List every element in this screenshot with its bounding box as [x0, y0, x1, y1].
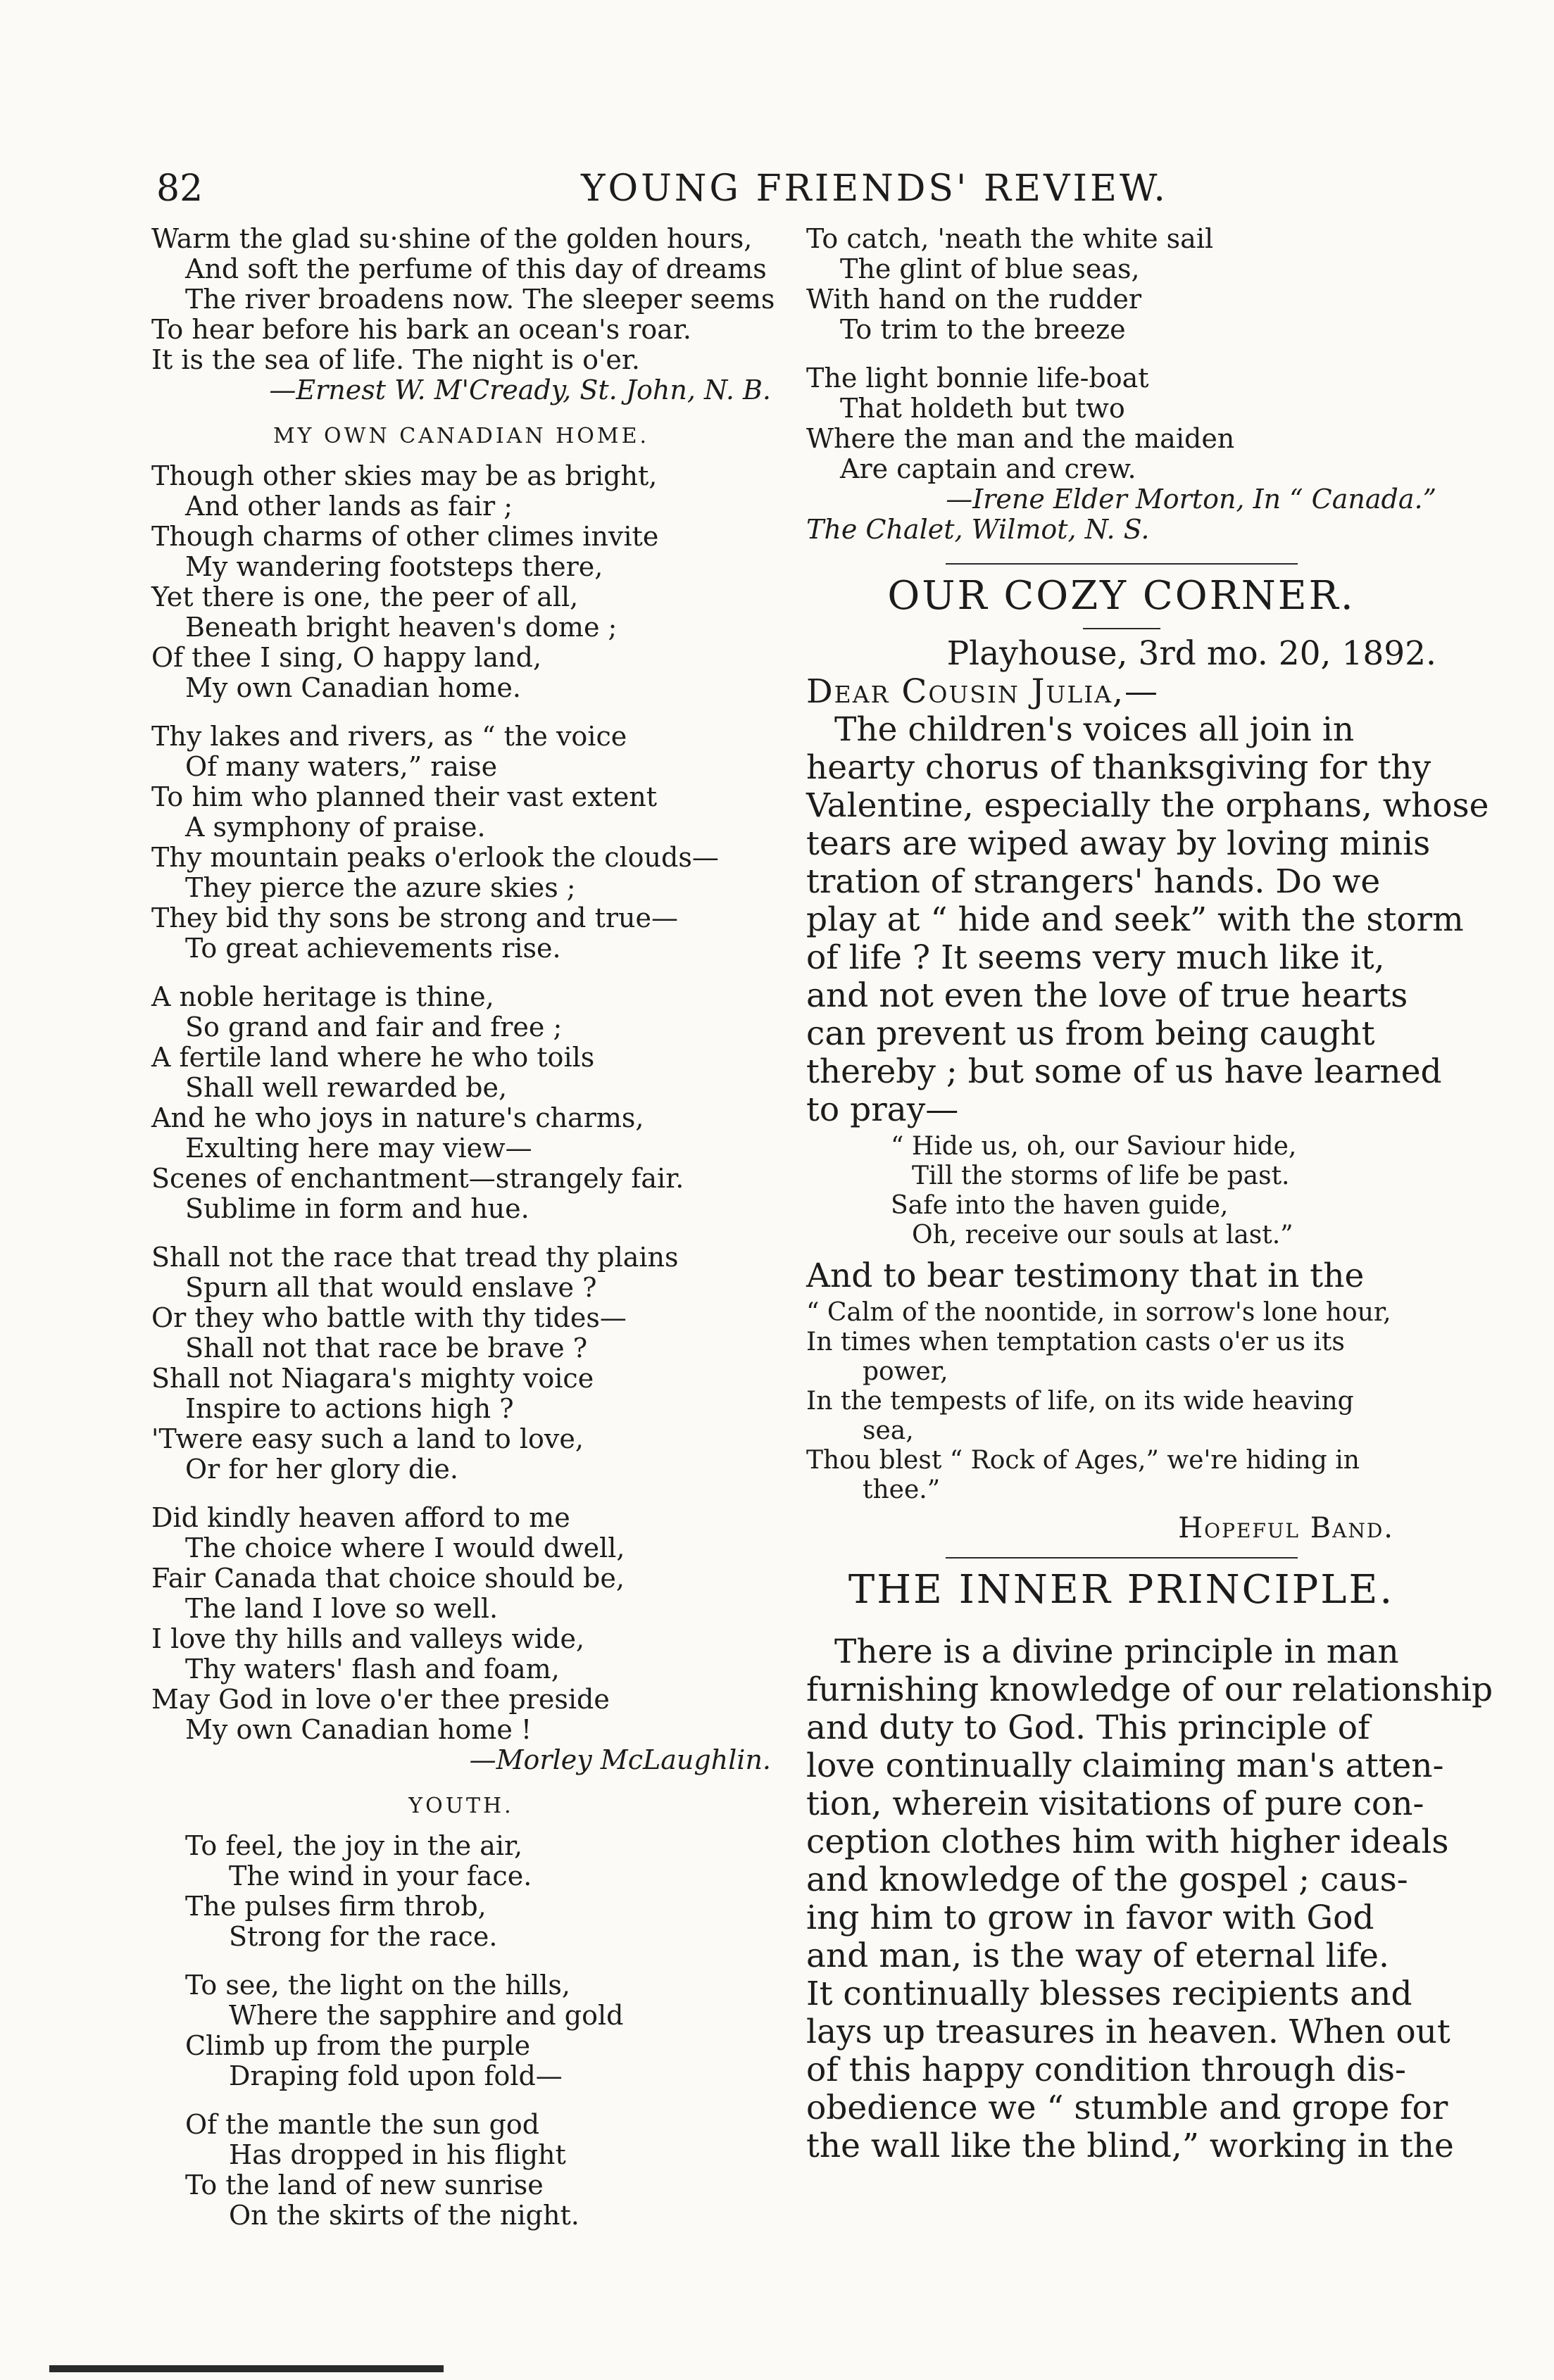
quote-line: power, [863, 1357, 948, 1386]
verse-line: To hear before his bark an ocean's roar. [151, 314, 691, 345]
verse-line: Yet there is one, the peer of all, [151, 581, 579, 612]
paragraph-line: obedience we “ stumble and grope for [806, 2089, 1448, 2127]
verse-line: Shall not that race be brave ? [185, 1333, 588, 1364]
verse-line: So grand and fair and free ; [185, 1012, 563, 1043]
quote-line: Oh, receive our souls at last.” [912, 1221, 1293, 1249]
verse-line: Where the sapphire and gold [229, 2000, 624, 2031]
poem-title: MY OWN CANADIAN HOME. [272, 424, 650, 448]
verse-line: To him who planned their vast extent [151, 781, 658, 812]
verse-line: They bid thy sons be strong and true— [151, 902, 678, 933]
scan-edge-mark [49, 2365, 444, 2372]
quote-line: In times when temptation casts o'er us its [806, 1328, 1345, 1356]
section-divider [946, 1557, 1298, 1559]
poem-stanza [806, 363, 1436, 545]
paragraph-line: and knowledge of the gospel ; caus- [806, 1860, 1408, 1899]
verse-line: The river broadens now. The sleeper seems [185, 284, 775, 315]
poem-stanza [151, 461, 771, 703]
verse-line: Shall not the race that tread thy plains [151, 1242, 679, 1273]
paragraph-line: hearty chorus of thanksgiving for thy [806, 748, 1431, 787]
verse-line: Thy lakes and rivers, as “ the voice [151, 721, 627, 752]
verse-line: To great achievements rise. [185, 933, 561, 964]
paragraph-line: and not even the love of true hearts [806, 976, 1408, 1015]
paragraph-line: to pray— [806, 1090, 959, 1129]
poem-stanza [151, 2110, 771, 2231]
poem-stanza [151, 1831, 771, 1952]
paragraph-line: play at “ hide and seek” with the storm [806, 900, 1464, 939]
verse-line: My own Canadian home ! [185, 1714, 532, 1745]
poem-stanza [151, 1970, 771, 2091]
verse-line: Though other skies may be as bright, [151, 460, 658, 491]
verse-line: The pulses firm throb, [185, 1891, 487, 1922]
paragraph-line: lays up treasures in heaven. When out [806, 2013, 1450, 2051]
paragraph-line: tion, wherein visitations of pure con- [806, 1784, 1424, 1823]
paragraph-line: Valentine, especially the orphans, whose [806, 786, 1489, 825]
verse-line: Warm the glad su·shine of the golden hours, [151, 223, 753, 254]
verse-line: Sublime in form and hue. [185, 1193, 530, 1224]
paragraph-line: thereby ; but some of us have learned [806, 1052, 1442, 1091]
quote-line: “ Calm of the noontide, in sorrow's lone hour, [806, 1298, 1391, 1327]
quote-line: thee.” [863, 1475, 941, 1504]
verse-line: That holdeth but two [840, 393, 1125, 424]
poem-stanza [806, 224, 1436, 345]
quote-line: In the tempests of life, on its wide heaving [806, 1387, 1354, 1416]
verse-line: Exulting here may view— [185, 1133, 532, 1164]
poem-stanza [151, 722, 771, 964]
verse-line: The wind in your face. [229, 1860, 532, 1891]
poem-title: YOUTH. [408, 1794, 514, 1818]
verse-line: To feel, the joy in the air, [185, 1830, 523, 1861]
paragraph-line: of this happy condition through dis- [806, 2051, 1406, 2089]
verse-line: A noble heritage is thine, [151, 981, 494, 1012]
verse-line: Beneath bright heaven's dome ; [185, 612, 618, 643]
letter-signature: Hopeful Band. [1178, 1512, 1394, 1544]
paragraph-line: ception clothes him with higher ideals [806, 1822, 1449, 1861]
verse-line: Or they who battle with thy tides— [151, 1302, 627, 1333]
page-number: 82 [156, 168, 203, 210]
page-header [156, 168, 1452, 217]
section-heading: OUR COZY CORNER. [887, 573, 1355, 619]
poem-signature: —Morley McLaughlin. [469, 1744, 771, 1775]
verse-line: Shall well rewarded be, [185, 1072, 508, 1103]
paragraph-line: It continually blesses recipients and [806, 1975, 1412, 2013]
poem-stanza [151, 1503, 771, 1775]
verse-line: They pierce the azure skies ; [185, 872, 576, 903]
verse-line: Of the mantle the sun god [185, 2109, 540, 2140]
section-divider [1083, 628, 1160, 629]
quote-line: Till the storms of life be past. [912, 1161, 1290, 1190]
verse-line: Has dropped in his flight [229, 2139, 566, 2170]
verse-line: Strong for the race. [229, 1921, 498, 1952]
verse-line: Or for her glory die. [185, 1454, 458, 1485]
verse-line: Inspire to actions high ? [185, 1393, 514, 1424]
salutation: Dear Cousin Julia,— [806, 672, 1160, 711]
verse-line: Of thee I sing, O happy land, [151, 642, 542, 673]
verse-line: To trim to the breeze [840, 314, 1126, 345]
left-column [151, 223, 775, 2249]
poem-signature: —Irene Elder Morton, In “ Canada.” [946, 484, 1436, 515]
paragraph-line: furnishing knowledge of our relationship [806, 1670, 1493, 1709]
verse-line: Where the man and the maiden [806, 423, 1235, 454]
verse-line: The light bonnie life-boat [806, 363, 1149, 393]
quote-line: sea, [863, 1416, 914, 1445]
poem-signature: —Ernest W. M'Cready, St. John, N. B. [269, 374, 771, 405]
verse-line: Are captain and crew. [840, 453, 1136, 484]
verse-line: Draping fold upon fold— [229, 2060, 563, 2091]
verse-line: 'Twere easy such a land to love, [151, 1423, 584, 1454]
section-heading: THE INNER PRINCIPLE. [848, 1567, 1395, 1613]
verse-line: Though charms of other climes invite [151, 521, 659, 552]
paragraph-line: ing him to grow in favor with God [806, 1899, 1374, 1937]
verse-line: The glint of blue seas, [840, 253, 1140, 284]
poem-signature-place: The Chalet, Wilmot, N. S. [806, 514, 1150, 545]
hymn-quote [806, 1298, 1436, 1505]
verse-line: To catch, 'neath the white sail [806, 223, 1214, 254]
verse-line: With hand on the rudder [806, 284, 1142, 315]
verse-line: Did kindly heaven afford to me [151, 1502, 570, 1533]
hymn-quote [806, 1132, 1436, 1250]
verse-line: To the land of new sunrise [185, 2170, 544, 2200]
paragraph-line: love continually claiming man's atten- [806, 1746, 1444, 1785]
paragraph-line: can prevent us from being caught [806, 1014, 1375, 1053]
dateline: Playhouse, 3rd mo. 20, 1892. [946, 634, 1436, 673]
verse-line: To see, the light on the hills, [185, 1970, 571, 2001]
quote-line: Safe into the haven guide, [891, 1191, 1229, 1220]
paragraph-line: The children's voices all join in [834, 710, 1355, 749]
verse-line: The choice where I would dwell, [185, 1532, 625, 1563]
verse-line: On the skirts of the night. [229, 2200, 579, 2231]
verse-line: The land I love so well. [185, 1593, 499, 1624]
verse-line: My wandering footsteps there, [185, 551, 603, 582]
verse-line: Climb up from the purple [185, 2030, 531, 2061]
paragraph-line: and duty to God. This principle of [806, 1708, 1370, 1747]
verse-line: Thy mountain peaks o'erlook the clouds— [151, 842, 719, 873]
paragraph-line: And to bear testimony that in the [806, 1257, 1365, 1295]
verse-line: Scenes of enchantment—strangely fair. [151, 1163, 684, 1194]
paragraph-line: of life ? It seems very much like it, [806, 938, 1385, 977]
verse-line: And soft the perfume of this day of dreams [185, 253, 767, 284]
verse-line: It is the sea of life. The night is o'er. [151, 344, 640, 375]
paragraph-line: and man, is the way of eternal life. [806, 1937, 1389, 1975]
verse-line: Shall not Niagara's mighty voice [151, 1363, 594, 1394]
verse-line: A fertile land where he who toils [151, 1042, 595, 1073]
right-column [806, 223, 1493, 2165]
poem-stanza [151, 1242, 771, 1485]
poem-stanza [151, 982, 771, 1224]
poem-ending [151, 223, 775, 405]
section-divider [946, 563, 1298, 565]
verse-line: My own Canadian home. [185, 672, 521, 703]
paragraph-line: the wall like the blind,” working in the [806, 2127, 1454, 2165]
verse-line: A symphony of praise. [185, 812, 486, 843]
quote-line: “ Hide us, oh, our Saviour hide, [891, 1132, 1297, 1161]
quote-line: Thou blest “ Rock of Ages,” we're hiding in [806, 1446, 1360, 1475]
journal-title: YOUNG FRIENDS' REVIEW. [581, 168, 1168, 210]
verse-line: And other lands as fair ; [185, 491, 513, 522]
verse-line: I love thy hills and valleys wide, [151, 1623, 585, 1654]
verse-line: And he who joys in nature's charms, [151, 1102, 644, 1133]
verse-line: Spurn all that would enslave ? [185, 1272, 597, 1303]
verse-line: Fair Canada that choice should be, [151, 1563, 625, 1594]
verse-line: Thy waters' flash and foam, [185, 1654, 560, 1685]
paragraph-line: There is a divine principle in man [834, 1632, 1399, 1671]
verse-line: Of many waters,” raise [185, 751, 498, 782]
paragraph-line: tration of strangers' hands. Do we [806, 862, 1381, 901]
paragraph-line: tears are wiped away by loving minis [806, 824, 1431, 863]
verse-line: May God in love o'er thee preside [151, 1684, 610, 1715]
